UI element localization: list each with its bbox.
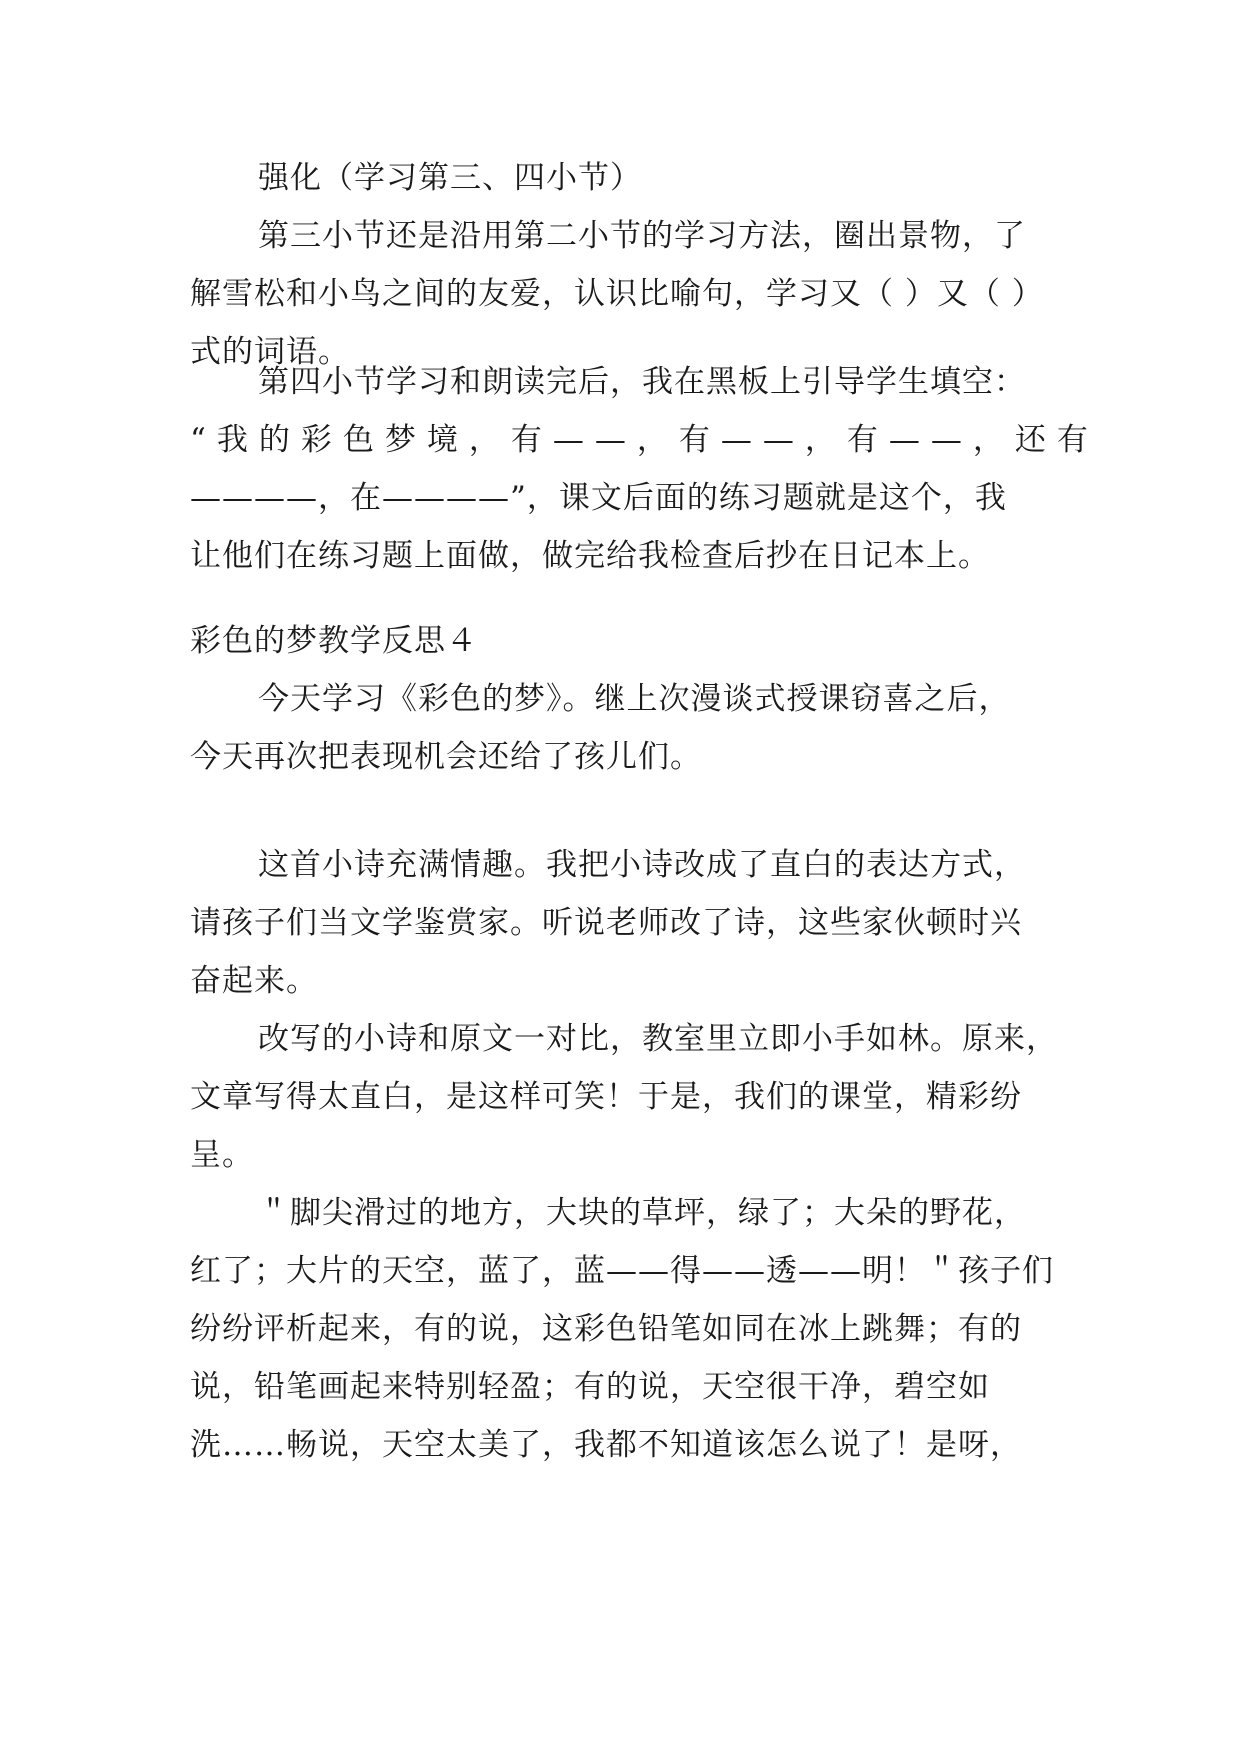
paragraph-poem-fun [190,836,1050,1010]
paragraph-rewrite [190,1010,1058,1184]
text-line: 奋起来。 [190,963,318,999]
text-line: 今天学习《彩色的梦》。继上次漫谈式授课窃喜之后， [258,681,1011,717]
text-line: 让他们在练习题上面做，做完给我检查后抄在日记本上。 [190,538,990,574]
text-line: 式的词语。 [190,334,350,370]
text-line: 这首小诗充满情趣。我把小诗改成了直白的表达方式， [258,847,1026,883]
paragraph-quote [190,1184,1054,1474]
text-line: 第四小节学习和朗读完后，我在黑板上引导学生填空： [258,364,1026,400]
text-line-spread [190,411,1099,469]
paragraph-section-four [190,353,1099,585]
text-line: 说，铅笔画起来特别轻盈；有的说，天空很干净，碧空如 [190,1369,990,1405]
text-line: 解雪松和小鸟之间的友爱，认识比喻句，学习又（ ）又（ ） [190,276,1044,312]
paragraph-strengthen [190,149,1050,207]
text-line: ＂脚尖滑过的地方，大块的草坪，绿了；大朵的野花， [258,1195,1026,1231]
text-line: 红了；大片的天空，蓝了，蓝——得——透——明！＂孩子们 [190,1253,1054,1289]
text-line: 纷纷评析起来，有的说，这彩色铅笔如同在冰上跳舞；有的 [190,1311,1022,1347]
text-line: 今天再次把表现机会还给了孩儿们。 [190,739,702,775]
text-line: ————，在————”，课文后面的练习题就是这个，我 [190,480,1007,516]
text-line: 强化（学习第三、四小节） [258,160,642,196]
text-line: “我的彩色梦境，有——，有——，有——，还有 [190,422,1099,458]
text-line: 第三小节还是沿用第二小节的学习方法，圈出景物，了 [258,218,1026,254]
section-heading: 彩色的梦教学反思４ [190,623,478,659]
text-line: 洗……畅说，天空太美了，我都不知道该怎么说了！是呀， [190,1427,1022,1463]
text-line: 呈。 [190,1137,254,1173]
text-line: 改写的小诗和原文一对比，教室里立即小手如林。原来， [258,1021,1058,1057]
text-line: 请孩子们当文学鉴赏家。听说老师改了诗，这些家伙顿时兴 [190,905,1022,941]
paragraph-today [190,670,1050,786]
text-line: 文章写得太直白，是这样可笑！于是，我们的课堂，精彩纷 [190,1079,1022,1115]
